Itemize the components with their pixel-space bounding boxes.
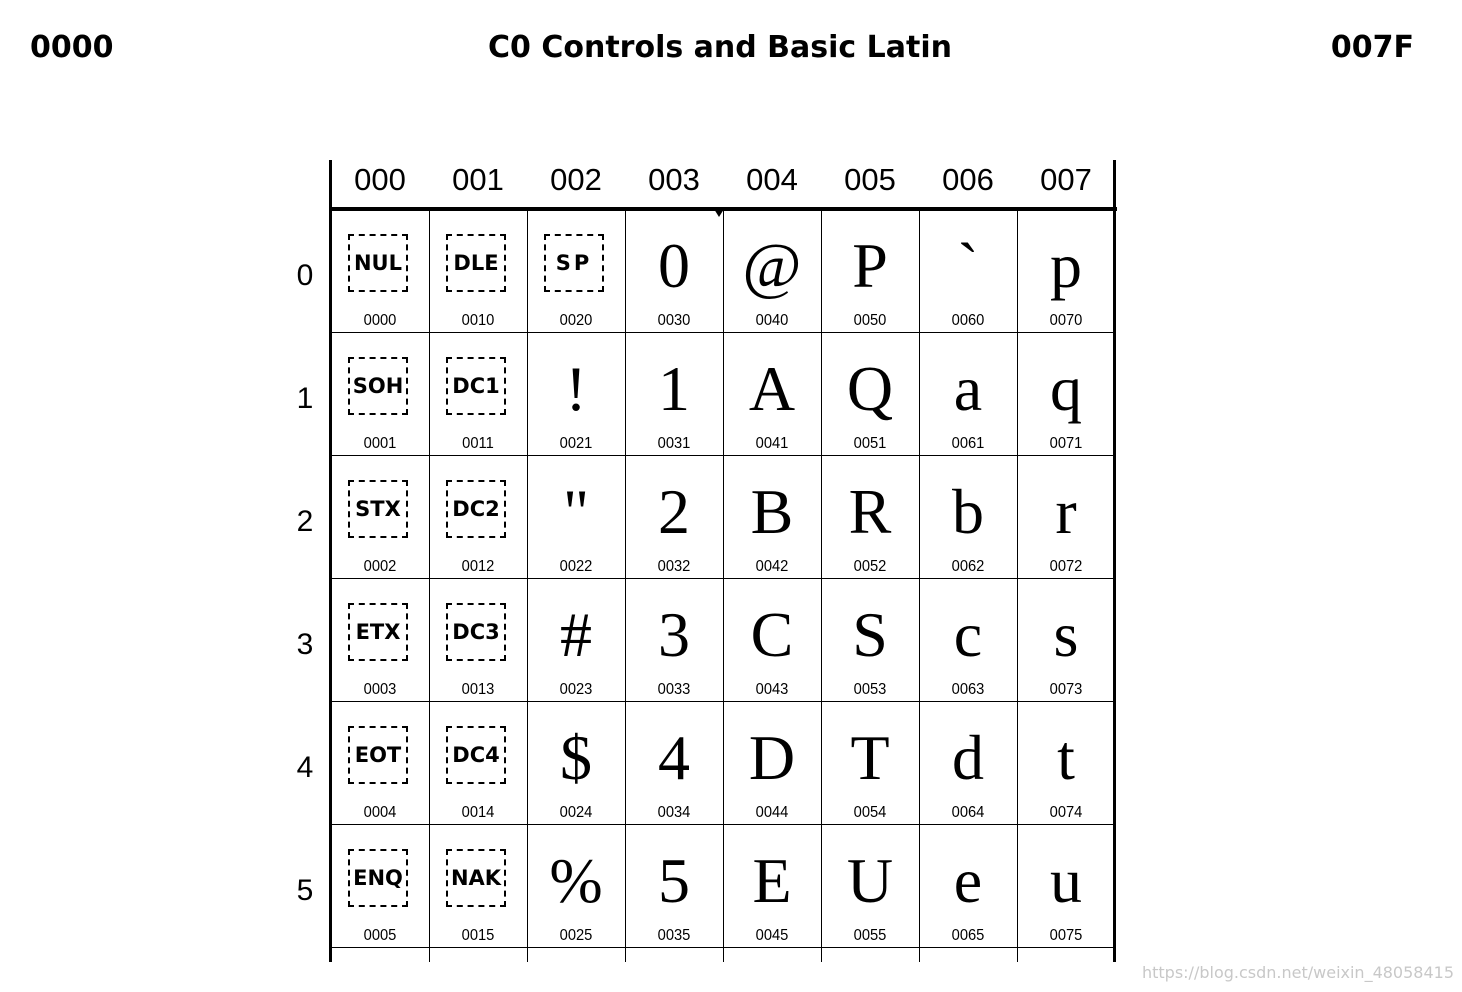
char-cell [331, 578, 429, 701]
char-cell [723, 455, 821, 578]
char-cell [1017, 701, 1115, 824]
char-cell [1017, 209, 1115, 332]
column-header: 003 [648, 162, 700, 197]
char-cell [821, 824, 919, 947]
control-char-box: DC1 [446, 357, 506, 415]
page-title: C0 Controls and Basic Latin [488, 30, 952, 65]
char-glyph: d [952, 722, 984, 793]
char-glyph: ` [957, 230, 979, 301]
char-cell [919, 455, 1017, 578]
column-header: 000 [354, 162, 406, 197]
code-point-label: 0054 [853, 804, 887, 821]
char-glyph: 2 [658, 476, 690, 547]
row-header: 2 [296, 505, 314, 538]
code-point-label: 0032 [657, 558, 691, 575]
char-cell [1017, 578, 1115, 701]
char-glyph: b [952, 476, 984, 547]
code-point-label: 0001 [363, 435, 397, 452]
char-glyph: R [848, 476, 892, 547]
code-point-label: 0041 [755, 435, 789, 452]
code-point-label: 0053 [853, 681, 887, 698]
code-point-label: 0010 [461, 312, 495, 329]
code-point-label: 0071 [1049, 435, 1083, 452]
code-point-label: 0003 [363, 681, 397, 698]
char-cell [919, 578, 1017, 701]
char-glyph: 5 [658, 845, 690, 916]
column-header: 007 [1040, 162, 1092, 197]
column-header: 005 [844, 162, 896, 197]
control-char-box: ENQ [348, 849, 408, 907]
char-glyph: e [953, 845, 983, 916]
code-point-label: 0065 [951, 927, 985, 944]
code-point-label: 0061 [951, 435, 985, 452]
code-point-label: 0025 [559, 927, 593, 944]
code-point-label: 0024 [559, 804, 593, 821]
control-char-box: SP [544, 234, 604, 292]
code-point-label: 0045 [755, 927, 789, 944]
grid-line [331, 947, 1115, 948]
char-cell [723, 824, 821, 947]
char-cell [527, 824, 625, 947]
char-cell [625, 332, 723, 455]
char-glyph: S [852, 599, 888, 670]
control-char-box: SOH [348, 357, 408, 415]
char-glyph: # [560, 599, 592, 670]
char-glyph: P [852, 230, 888, 301]
control-char-box: NAK [446, 849, 506, 907]
row-header: 5 [296, 874, 314, 907]
char-cell [919, 824, 1017, 947]
char-cell [723, 701, 821, 824]
char-cell [527, 701, 625, 824]
code-point-label: 0055 [853, 927, 887, 944]
code-point-label: 0021 [559, 435, 593, 452]
control-char-box: DC3 [446, 603, 506, 661]
char-cell [821, 455, 919, 578]
char-cell [331, 209, 429, 332]
row-header: 0 [296, 259, 314, 292]
column-header: 002 [550, 162, 602, 197]
char-glyph: 3 [658, 599, 690, 670]
code-point-label: 0051 [853, 435, 887, 452]
char-cell [429, 824, 527, 947]
char-cell [429, 578, 527, 701]
char-cell [625, 209, 723, 332]
code-point-label: 0070 [1049, 312, 1083, 329]
char-glyph: E [752, 845, 792, 916]
char-cell [331, 824, 429, 947]
char-glyph: ! [565, 353, 587, 424]
char-glyph: p [1050, 230, 1082, 301]
column-header: 006 [942, 162, 994, 197]
char-glyph: r [1055, 476, 1077, 547]
control-char-box: STX [348, 480, 408, 538]
code-point-label: 0062 [951, 558, 985, 575]
row-header: 1 [296, 382, 314, 415]
char-glyph: B [750, 476, 794, 547]
range-end-label: 007F [1330, 30, 1414, 65]
char-glyph: Q [846, 353, 894, 424]
char-glyph: $ [560, 722, 592, 793]
char-cell [821, 578, 919, 701]
control-char-box: DLE [446, 234, 506, 292]
row-header: 4 [296, 751, 314, 784]
control-char-box: EOT [348, 726, 408, 784]
char-glyph: " [562, 476, 590, 547]
code-point-label: 0034 [657, 804, 691, 821]
code-point-label: 0031 [657, 435, 691, 452]
watermark: https://blog.csdn.net/weixin_48058415 [1141, 963, 1454, 982]
char-cell [723, 332, 821, 455]
char-glyph: C [750, 599, 794, 670]
char-glyph: t [1057, 722, 1075, 793]
code-point-label: 0043 [755, 681, 789, 698]
code-point-label: 0033 [657, 681, 691, 698]
control-char-box: ETX [348, 603, 408, 661]
code-point-label: 0063 [951, 681, 985, 698]
char-glyph: A [748, 353, 796, 424]
char-cell [527, 332, 625, 455]
code-point-label: 0052 [853, 558, 887, 575]
code-point-label: 0015 [461, 927, 495, 944]
char-glyph: U [846, 845, 894, 916]
char-cell [527, 455, 625, 578]
code-point-label: 0014 [461, 804, 495, 821]
code-point-label: 0075 [1049, 927, 1083, 944]
code-point-label: 0050 [853, 312, 887, 329]
char-cell [1017, 455, 1115, 578]
control-char-box: DC4 [446, 726, 506, 784]
char-cell [625, 455, 723, 578]
char-cell [429, 455, 527, 578]
range-start-label: 0000 [30, 30, 114, 65]
char-cell [429, 701, 527, 824]
char-glyph: c [953, 599, 983, 670]
char-glyph: @ [742, 230, 802, 301]
char-cell [429, 209, 527, 332]
char-glyph: % [549, 845, 603, 916]
char-cell [723, 209, 821, 332]
char-cell [527, 209, 625, 332]
char-cell [919, 332, 1017, 455]
char-cell [919, 209, 1017, 332]
code-point-label: 0013 [461, 681, 495, 698]
char-cell [625, 578, 723, 701]
char-glyph: s [1053, 599, 1079, 670]
code-point-label: 0004 [363, 804, 397, 821]
char-cell [331, 701, 429, 824]
char-glyph: 4 [658, 722, 690, 793]
control-char-box: DC2 [446, 480, 506, 538]
code-point-label: 0030 [657, 312, 691, 329]
code-point-label: 0005 [363, 927, 397, 944]
code-point-label: 0012 [461, 558, 495, 575]
column-header: 001 [452, 162, 504, 197]
char-glyph: u [1050, 845, 1082, 916]
char-cell [821, 209, 919, 332]
char-cell [625, 701, 723, 824]
code-point-label: 0073 [1049, 681, 1083, 698]
char-cell [1017, 332, 1115, 455]
char-glyph: 0 [658, 230, 690, 301]
char-cell [331, 455, 429, 578]
code-point-label: 0023 [559, 681, 593, 698]
code-point-label: 0022 [559, 558, 593, 575]
code-point-label: 0044 [755, 804, 789, 821]
char-cell [723, 578, 821, 701]
code-point-label: 0035 [657, 927, 691, 944]
char-cell [1017, 824, 1115, 947]
code-point-label: 0060 [951, 312, 985, 329]
code-point-label: 0040 [755, 312, 789, 329]
char-glyph: q [1050, 353, 1082, 424]
code-point-label: 0020 [559, 312, 593, 329]
column-header: 004 [746, 162, 798, 197]
char-cell [331, 332, 429, 455]
char-cell [429, 332, 527, 455]
code-point-label: 0064 [951, 804, 985, 821]
char-cell [919, 701, 1017, 824]
code-point-label: 0074 [1049, 804, 1083, 821]
char-cell [821, 332, 919, 455]
char-glyph: a [953, 353, 983, 424]
char-glyph: T [850, 722, 890, 793]
control-char-box: NUL [348, 234, 408, 292]
code-point-label: 0000 [363, 312, 397, 329]
char-cell [527, 578, 625, 701]
code-point-label: 0002 [363, 558, 397, 575]
char-glyph: D [748, 722, 796, 793]
char-cell [821, 701, 919, 824]
code-point-label: 0011 [462, 435, 494, 452]
code-point-label: 0072 [1049, 558, 1083, 575]
char-glyph: 1 [658, 353, 690, 424]
char-cell [625, 824, 723, 947]
row-header: 3 [296, 628, 314, 661]
code-point-label: 0042 [755, 558, 789, 575]
